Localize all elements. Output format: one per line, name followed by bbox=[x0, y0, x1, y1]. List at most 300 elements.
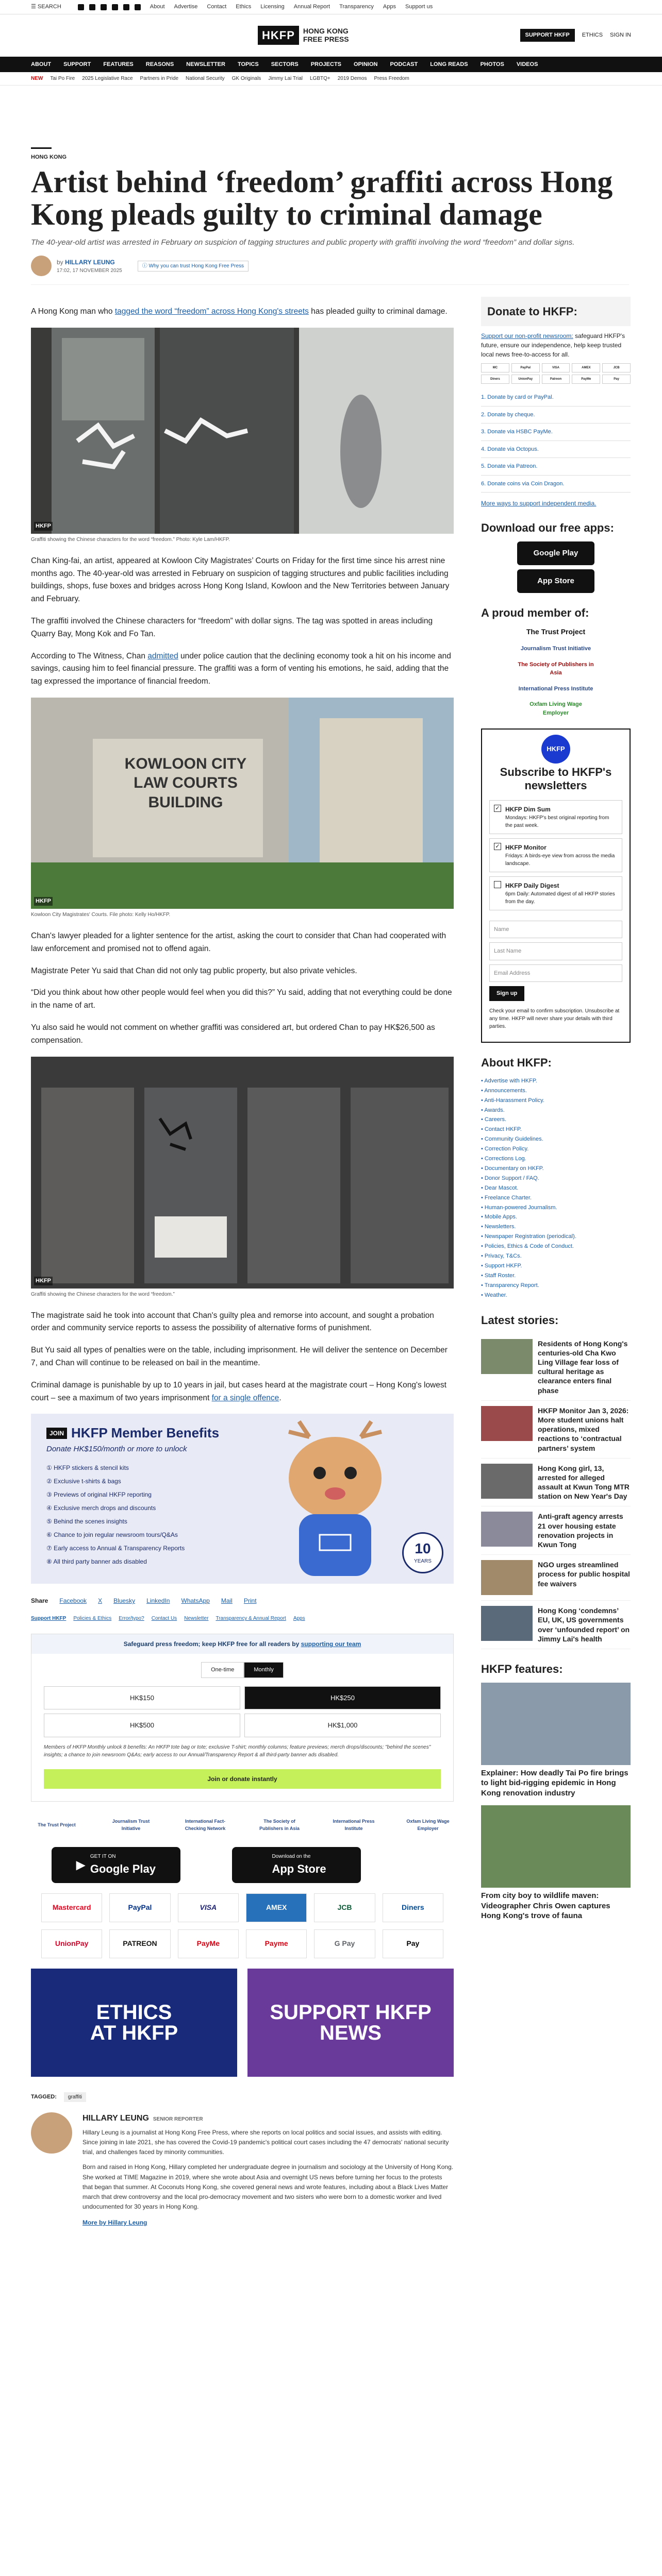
partner-logo[interactable]: Journalism Trust Initiative bbox=[112, 1819, 150, 1831]
support-button[interactable]: SUPPORT HKFP bbox=[520, 29, 575, 42]
about-link[interactable]: • Support HKFP. bbox=[481, 1263, 522, 1269]
payment-logo: AMEX bbox=[246, 1893, 307, 1922]
trend-item[interactable]: GK Originals bbox=[231, 76, 261, 81]
app-store-buttons bbox=[31, 1847, 454, 1883]
benefit-text: Previews of original HKFP reporting bbox=[54, 1491, 152, 1499]
latest-story[interactable] bbox=[481, 1459, 631, 1507]
nav-projects[interactable]: PROJECTS bbox=[310, 61, 341, 67]
feature-item[interactable] bbox=[481, 1683, 631, 1799]
author-bio: Born and raised in Hong Kong, Hillary completed her undergraduate degree in journalism and sociology at the University of Hong Kong. She worked at TIME Magazine in 2019, where she wrote about Asia and overnight US news before turning her focus to the protests that began that summer. At Coconuts Hong Kong, she covered general news and wrote features, including about a Black Lives Matter march that drew controversy and the local pro-democracy movement and two sisters who were born to a domestic worker and lived undocumented for 30 years in Hong Kong. bbox=[82, 2163, 454, 2211]
google-play-label: Google Play bbox=[90, 1862, 156, 1875]
trend-item[interactable]: Partners in Pride bbox=[140, 76, 179, 81]
share-facebook[interactable]: Facebook bbox=[59, 1597, 87, 1605]
newsletter-option[interactable] bbox=[489, 876, 622, 910]
sidebar-app-store[interactable] bbox=[517, 569, 594, 593]
top-link-transparency[interactable]: Transparency bbox=[339, 4, 374, 10]
story-thumbnail bbox=[481, 1512, 533, 1547]
byline-name bbox=[57, 258, 122, 267]
donate-head-text: Safeguard press freedom; keep HKFP free for all readers by bbox=[123, 1640, 301, 1648]
latest-story[interactable] bbox=[481, 1401, 631, 1459]
new-badge: NEW bbox=[31, 76, 43, 81]
trust-label: Why you can trust Hong Kong Free Press bbox=[148, 263, 244, 269]
benefits-list bbox=[46, 1461, 185, 1568]
latest-title: Latest stories: bbox=[481, 1313, 559, 1327]
share-bar bbox=[31, 1596, 454, 1605]
sidebar-pay-logo: AMEX bbox=[572, 363, 600, 372]
about-link[interactable]: • Human-powered Journalism. bbox=[481, 1204, 557, 1211]
author-box-heading bbox=[82, 2112, 454, 2125]
trend-item[interactable]: National Security bbox=[186, 76, 225, 81]
donate-option[interactable]: 2. Donate by cheque. bbox=[481, 406, 631, 424]
donate-options bbox=[481, 389, 631, 493]
top-link-about[interactable]: About bbox=[150, 4, 165, 10]
share-linkedin[interactable]: LinkedIn bbox=[146, 1597, 170, 1605]
donate-option[interactable]: 4. Donate via Octopus. bbox=[481, 441, 631, 459]
donate-description: Members of HKFP Monthly unlock 8 benefits: An HKFP tote bag or tote; exclusive T-shirt; monthly columns; feature previews; merch drops/discounts; "behind the scenes" insights; a chance to join newsroom Q&As; early access to our Annual/Transparency Report & all third-party banner ads disabled. bbox=[44, 1744, 431, 1758]
payment-logo: Mastercard bbox=[41, 1893, 102, 1922]
main-nav bbox=[0, 57, 662, 72]
about-link[interactable]: • Announcements. bbox=[481, 1087, 527, 1094]
support-promo-line2: NEWS bbox=[319, 2021, 382, 2044]
about-link[interactable]: • Awards. bbox=[481, 1107, 505, 1113]
checkbox-checked[interactable]: ✓ bbox=[494, 843, 501, 850]
sidebar-pay-logo: Diners bbox=[481, 375, 509, 384]
member-benefits-banner[interactable] bbox=[31, 1414, 454, 1584]
paragraph bbox=[31, 1379, 454, 1405]
author-box-name[interactable]: HILLARY LEUNG bbox=[82, 2113, 149, 2123]
sidebar-donate-desc: safeguard HKFP's future, ensure our independence, help keep trusted local news free-to-access for all. bbox=[481, 332, 625, 358]
newsletter-option-name: HKFP Dim Sum bbox=[505, 805, 551, 813]
p1-text-a: A Hong Kong man who bbox=[31, 307, 115, 316]
trend-item[interactable]: 2025 Legislative Race bbox=[82, 76, 133, 81]
story-thumbnail bbox=[481, 1464, 533, 1499]
nav-support[interactable]: SUPPORT bbox=[63, 61, 91, 67]
author-avatar[interactable] bbox=[31, 256, 52, 276]
support-promo[interactable] bbox=[247, 1969, 454, 2077]
graffiti-photo bbox=[31, 328, 454, 534]
photo-caption: Graffiti showing the Chinese characters for the word “freedom.” bbox=[31, 1291, 175, 1297]
donate-widget bbox=[31, 1634, 454, 1802]
sidebar-apps bbox=[481, 519, 631, 593]
latest-story[interactable] bbox=[481, 1555, 631, 1601]
anniversary-number: 10 bbox=[415, 1540, 431, 1557]
about-link[interactable]: • Correction Policy. bbox=[481, 1146, 529, 1153]
trust-link[interactable]: ⓘ Why you can trust Hong Kong Free Press bbox=[138, 261, 249, 272]
payment-logo: Diners bbox=[383, 1893, 443, 1922]
article-photo-court bbox=[31, 698, 454, 909]
benefit-item: ⑦ Early access to Annual & Transparency Reports bbox=[46, 1545, 185, 1552]
share-mail[interactable]: Mail bbox=[221, 1597, 233, 1605]
latest-story[interactable] bbox=[481, 1601, 631, 1649]
share-label: Share bbox=[31, 1597, 48, 1605]
about-link[interactable]: • Newspaper Registration (periodical). bbox=[481, 1233, 576, 1240]
sign-in-link[interactable]: SIGN IN bbox=[610, 32, 631, 38]
share-x[interactable]: X bbox=[98, 1597, 103, 1605]
benefit-text: All third party banner ads disabled bbox=[53, 1558, 147, 1566]
newsletter-logo bbox=[541, 735, 570, 764]
author-box-role: SENIOR REPORTER bbox=[153, 2116, 203, 2122]
story-title[interactable]: Anti-graft agency arrests 21 over housing estate renovation projects in Kwun Tong bbox=[538, 1512, 623, 1549]
inline-link[interactable]: for a single offence bbox=[211, 1393, 279, 1402]
payment-logo: PayPal bbox=[109, 1893, 170, 1922]
about-link[interactable]: • Policies, Ethics & Code of Conduct. bbox=[481, 1243, 574, 1250]
benefit-text: Early access to Annual & Transparency Reports bbox=[54, 1545, 185, 1552]
author-link[interactable]: HILLARY LEUNG bbox=[65, 258, 115, 266]
benefits-header bbox=[46, 1423, 219, 1443]
benefit-item: ③ Previews of original HKFP reporting bbox=[46, 1491, 152, 1499]
p11-text-b: . bbox=[279, 1393, 282, 1402]
partner-logo[interactable]: The Society of Publishers in Asia bbox=[259, 1819, 300, 1831]
promo-banners bbox=[31, 1969, 454, 2077]
proud-member-title: A proud member of: bbox=[481, 606, 589, 619]
tags-label: TAGGED: bbox=[31, 2094, 57, 2100]
benefit-text: Behind the scenes insights bbox=[54, 1518, 127, 1526]
payment-logo: VISA bbox=[178, 1893, 239, 1922]
newsletter-option-name: HKFP Daily Digest bbox=[505, 882, 559, 889]
benefit-text: Chance to join regular newsroom tours/Q&As bbox=[54, 1531, 178, 1539]
nav-longreads[interactable]: LONG READS bbox=[430, 61, 468, 67]
feature-title[interactable]: From city boy to wildlife maven: Videographer Chris Owen captures Hong Kong's trove of fauna bbox=[481, 1891, 610, 1921]
site-link[interactable]: Support HKFP bbox=[31, 1616, 67, 1622]
article-subtitle: The 40-year-old artist was arrested in February on suspicion of tagging structures and public property with graffiti involving the word “freedom” and dollar signs. bbox=[31, 238, 575, 247]
top-link-support[interactable]: Support us bbox=[405, 4, 433, 10]
sidebar-pay-logo: Pay bbox=[602, 375, 631, 384]
paragraph: But Yu said all types of penalties were on the table, including imprisonment. He will deliver the sentence on December 7, and Chan will continue to be released on bail in the meantime. bbox=[31, 1346, 448, 1367]
top-link-contact[interactable]: Contact bbox=[207, 4, 227, 10]
site-link[interactable]: Newsletter bbox=[184, 1616, 209, 1622]
about-link[interactable]: • Mobile Apps. bbox=[481, 1214, 517, 1221]
about-link[interactable]: • Staff Roster. bbox=[481, 1272, 516, 1279]
app-store-text bbox=[272, 1853, 326, 1877]
onetime-toggle[interactable]: One-time bbox=[201, 1662, 244, 1678]
p4-text-b: under police caution that the declining economy took a hit on his income and savings, causing him to feel financial pressure. The graffiti was a form of venting his emotions, he said, adding that the tag expressed the importance of financial freedom. bbox=[31, 651, 451, 686]
trend-item[interactable]: Tai Po Fire bbox=[50, 76, 75, 81]
member-logos bbox=[481, 626, 631, 717]
sidebar-apps-title: Download our free apps: bbox=[481, 521, 614, 534]
x-icon[interactable] bbox=[89, 4, 95, 10]
ethics-promo-line1: ETHICS bbox=[96, 2001, 172, 2024]
inline-link[interactable]: admitted bbox=[147, 651, 178, 660]
feature-item[interactable] bbox=[481, 1805, 631, 1921]
newsletter-note: Check your email to confirm subscription. Unsubscribe at any time. HKFP will never share your details with third parties. bbox=[489, 1008, 620, 1029]
checkbox-unchecked[interactable] bbox=[494, 881, 501, 888]
newsletter-option-name: HKFP Monitor bbox=[505, 843, 547, 851]
top-link-advertise[interactable]: Advertise bbox=[174, 4, 198, 10]
sidebar bbox=[481, 297, 631, 1933]
frequency-toggle bbox=[31, 1662, 453, 1678]
trend-item[interactable]: LGBTQ+ bbox=[310, 76, 330, 81]
about-link[interactable]: • Donor Support / FAQ. bbox=[481, 1175, 539, 1181]
checkbox-checked[interactable]: ✓ bbox=[494, 805, 501, 812]
feature-title[interactable]: Explainer: How deadly Tai Po fire brings to light bid-rigging epidemic in Hong Kong renovation industry bbox=[481, 1768, 628, 1798]
article-photo-boxes bbox=[31, 1057, 454, 1289]
share-whatsapp[interactable]: WhatsApp bbox=[181, 1597, 210, 1605]
inline-link[interactable]: tagged the word “freedom” across Hong Kong's streets bbox=[114, 307, 309, 316]
court-sign-text: KOWLOON CITY LAW COURTS BUILDING bbox=[124, 755, 247, 811]
sidebar-donate-title: Donate to HKFP: bbox=[481, 297, 631, 326]
article-photo-graffiti bbox=[31, 328, 454, 534]
about-link[interactable]: • Careers. bbox=[481, 1116, 507, 1123]
amount-options bbox=[31, 1686, 453, 1737]
last-name-input[interactable]: Last Name bbox=[489, 942, 622, 960]
donate-option[interactable]: 6. Donate coins via Coin Dragon. bbox=[481, 476, 631, 493]
first-name-input[interactable]: Name bbox=[489, 921, 622, 939]
sidebar-app-store-label: App Store bbox=[537, 576, 574, 585]
sidebar-pay-logo: PayMe bbox=[572, 375, 600, 384]
author-box bbox=[31, 2112, 454, 2229]
latest-story[interactable] bbox=[481, 1506, 631, 1555]
donate-option[interactable]: 3. Donate via HSBC PayMe. bbox=[481, 423, 631, 441]
story-title[interactable]: Residents of Hong Kong's centuries-old Cha Kwo Ling Village fear loss of cultural heritage as clearance enters final phase bbox=[538, 1339, 628, 1395]
site-header bbox=[0, 14, 662, 57]
byline bbox=[31, 256, 629, 285]
sidebar-google-play[interactable] bbox=[517, 541, 594, 565]
hkfp-watermark: HKFP bbox=[34, 522, 53, 531]
story-title[interactable]: Hong Kong girl, 13, arrested for alleged assault at Kwun Tong MTR station on New Year's Day bbox=[538, 1464, 630, 1501]
paragraph: The graffiti involved the Chinese characters for “freedom” with dollar signs. The tag was spotted in areas including Quarry Bay, Mong Kok and Fo Tan. bbox=[31, 616, 433, 638]
newsletter-title: Subscribe to HKFP's newsletters bbox=[500, 766, 612, 792]
sidebar-payment-logos bbox=[481, 363, 631, 384]
tag-chip[interactable]: graffiti bbox=[64, 2092, 86, 2102]
member-logo[interactable]: Journalism Trust Initiative bbox=[520, 646, 591, 652]
partner-logo[interactable]: International Fact-Checking Network bbox=[185, 1819, 226, 1831]
ethics-promo[interactable] bbox=[31, 1969, 237, 2077]
category-label[interactable]: HONG KONG bbox=[31, 154, 67, 160]
join-donate-button[interactable]: Join or donate instantly bbox=[44, 1769, 441, 1789]
newsletter-option-desc: Fridays: A birds-eye view from across the media landscape. bbox=[505, 853, 615, 867]
share-print[interactable]: Print bbox=[243, 1597, 257, 1605]
partner-logos bbox=[31, 1814, 454, 1837]
google-play-button[interactable] bbox=[52, 1847, 180, 1883]
member-logo[interactable]: Oxfam Living Wage Employer bbox=[529, 701, 582, 716]
google-play-text bbox=[90, 1853, 156, 1877]
nav-opinion[interactable]: OPINION bbox=[354, 61, 378, 67]
more-by-author-link[interactable]: More by Hillary Leung bbox=[82, 2219, 147, 2227]
paragraph: Chan's lawyer pleaded for a lighter sentence for the artist, asking the court to consider that Chan had cooperated with law enforcement and promised not to offend again. bbox=[31, 931, 446, 953]
payment-logo: Pay bbox=[383, 1929, 443, 1958]
story-thumbnail bbox=[481, 1606, 533, 1641]
newsletter-option-desc: Mondays: HKFP's best original reporting from the past week. bbox=[505, 815, 609, 828]
youtube-icon[interactable] bbox=[112, 4, 118, 10]
about-link[interactable]: • Documentary on HKFP. bbox=[481, 1165, 544, 1172]
sidebar-proud-member bbox=[481, 604, 631, 717]
category-divider bbox=[31, 147, 52, 149]
ethics-promo-line2: AT HKFP bbox=[90, 2021, 178, 2044]
deer-mascot-illustration bbox=[247, 1416, 423, 1581]
story-title[interactable]: Hong Kong ‘condemns’ EU, UK, US governments over ‘unfounded report’ on Jimmy Lai's health bbox=[538, 1606, 630, 1643]
sidebar-latest bbox=[481, 1312, 631, 1649]
paragraph: “Did you think about how other people would feel when you did this?” Yu said, adding that not everything could be done in the name of art. bbox=[31, 988, 452, 1010]
nav-podcast[interactable]: PODCAST bbox=[390, 61, 418, 67]
search-link[interactable]: ☰ SEARCH bbox=[31, 4, 61, 10]
site-link[interactable]: Apps bbox=[293, 1616, 305, 1622]
social-icons bbox=[78, 4, 141, 10]
newsletter-option-text bbox=[505, 843, 618, 868]
about-link[interactable]: • Dear Mascot. bbox=[481, 1184, 519, 1191]
site-link[interactable]: Contact Us bbox=[151, 1616, 177, 1622]
paragraph: Chan King-fai, an artist, appeared at Kowloon City Magistrates’ Courts on Friday for the first time since his arrest nine months ago. The 40-year-old was arrested in February on suspicion of tagging structures and public facilities including buildings, shops, fuse boxes and bridges across Hong Kong Island, Kowloon and the New Territories between January and February. bbox=[31, 556, 450, 604]
nav-photos[interactable]: PHOTOS bbox=[480, 61, 504, 67]
about-links bbox=[481, 1076, 631, 1300]
sidebar-donate-link[interactable]: Support our non-profit newsroom: bbox=[481, 332, 573, 340]
photo-caption: Graffiti showing the Chinese characters for the word “freedom.” Photo: Kyle Lam/HKFP. bbox=[31, 536, 230, 543]
benefit-text: HKFP stickers & stencil kits bbox=[54, 1464, 129, 1472]
by-label: by bbox=[57, 258, 63, 266]
feature-image bbox=[481, 1805, 631, 1888]
nav-newsletter[interactable]: NEWSLETTER bbox=[186, 61, 225, 67]
newsletter-option-desc: 6pm Daily: Automated digest of all HKFP stories from the day. bbox=[505, 891, 615, 905]
story-thumbnail bbox=[481, 1339, 533, 1374]
about-title: About HKFP: bbox=[481, 1056, 552, 1069]
sidebar-google-play-label: Google Play bbox=[533, 548, 578, 557]
nav-sectors[interactable]: SECTORS bbox=[271, 61, 299, 67]
about-link[interactable]: • Community Guidelines. bbox=[481, 1136, 543, 1143]
paragraph: Yu also said he would not comment on whether graffiti was considered art, but ordered Chan to pay HK$26,500 as compensation. bbox=[31, 1023, 435, 1045]
about-link[interactable]: • Advertise with HKFP. bbox=[481, 1077, 537, 1084]
amount-option[interactable]: HK$150 bbox=[44, 1686, 240, 1710]
benefit-text: Exclusive t-shirts & bags bbox=[54, 1478, 121, 1485]
top-link-licensing[interactable]: Licensing bbox=[260, 4, 285, 10]
support-promo-text bbox=[270, 2002, 431, 2043]
author-box-avatar[interactable] bbox=[31, 2112, 72, 2154]
nav-about[interactable]: ABOUT bbox=[31, 61, 52, 67]
about-link[interactable]: • Transparency Report. bbox=[481, 1282, 539, 1289]
top-bar bbox=[0, 0, 662, 14]
newsletter-option[interactable] bbox=[489, 800, 622, 834]
story-title[interactable]: NGO urges streamlined process for public hospital fee waivers bbox=[538, 1561, 630, 1588]
nav-reasons[interactable]: REASONS bbox=[145, 61, 174, 67]
sidebar-pay-logo: MC bbox=[481, 363, 509, 372]
top-link-annual[interactable]: Annual Report bbox=[293, 4, 330, 10]
benefit-text: Exclusive merch drops and discounts bbox=[54, 1504, 156, 1512]
amount-option[interactable]: HK$1,000 bbox=[244, 1714, 441, 1737]
partner-logo[interactable]: International Press Institute bbox=[333, 1819, 375, 1831]
partner-logo[interactable]: The Trust Project bbox=[38, 1822, 76, 1828]
photo-caption: Kowloon City Magistrates' Courts. File photo: Kelly Ho/HKFP. bbox=[31, 911, 171, 918]
about-link[interactable]: • Newsletters. bbox=[481, 1224, 516, 1230]
features-title: HKFP features: bbox=[481, 1662, 563, 1675]
p4-text-a: According to The Witness, Chan bbox=[31, 651, 148, 660]
sidebar-features bbox=[481, 1660, 631, 1921]
member-logo[interactable]: The Trust Project bbox=[526, 628, 586, 636]
donate-option[interactable]: 1. Donate by card or PayPal. bbox=[481, 389, 631, 406]
signup-button[interactable]: Sign up bbox=[489, 986, 524, 1001]
donate-widget-header bbox=[31, 1634, 453, 1654]
payment-logo: JCB bbox=[314, 1893, 375, 1922]
paragraph: Magistrate Peter Yu said that Chan did not only tag public property, but also private vehicles. bbox=[31, 966, 357, 975]
donate-option[interactable]: 5. Donate via Patreon. bbox=[481, 458, 631, 476]
payment-logo: PayMe bbox=[178, 1929, 239, 1958]
benefit-item: ② Exclusive t-shirts & bags bbox=[46, 1478, 121, 1485]
site-logo[interactable] bbox=[258, 26, 360, 45]
trend-item[interactable]: Press Freedom bbox=[374, 76, 409, 81]
instagram-icon[interactable] bbox=[101, 4, 107, 10]
newsletter-option-text bbox=[505, 881, 618, 906]
publish-date: 17:02, 17 NOVEMBER 2025 bbox=[57, 267, 122, 274]
boxes-photo bbox=[31, 1057, 454, 1289]
logo-text: HONG KONG FREE PRESS bbox=[303, 27, 349, 43]
support-promo-line1: SUPPORT HKFP bbox=[270, 2001, 432, 2024]
newsletter-option-text bbox=[505, 805, 618, 829]
about-link[interactable]: • Freelance Charter. bbox=[481, 1194, 532, 1201]
top-link-ethics[interactable]: Ethics bbox=[236, 4, 252, 10]
logo-mark: HKFP bbox=[258, 26, 299, 45]
benefits-title: HKFP Member Benefits bbox=[71, 1425, 220, 1441]
newsletter-option[interactable] bbox=[489, 838, 622, 872]
top-link-apps[interactable]: Apps bbox=[383, 4, 396, 10]
site-link[interactable]: Policies & Ethics bbox=[73, 1616, 112, 1622]
amount-option-selected[interactable]: HK$250 bbox=[244, 1686, 441, 1710]
sidebar-pay-logo: VISA bbox=[542, 363, 570, 372]
member-logo[interactable]: International Press Institute bbox=[518, 685, 593, 692]
about-link[interactable]: • Privacy, T&Cs. bbox=[481, 1253, 522, 1260]
app-store-button[interactable] bbox=[232, 1847, 361, 1883]
about-link[interactable]: • Weather. bbox=[481, 1292, 507, 1298]
benefit-item: ④ Exclusive merch drops and discounts bbox=[46, 1504, 156, 1512]
trending-bar bbox=[0, 72, 662, 86]
site-links bbox=[31, 1615, 454, 1622]
nav-features[interactable]: FEATURES bbox=[103, 61, 134, 67]
paragraph bbox=[31, 306, 454, 318]
sidebar-pay-logo: UnionPay bbox=[511, 375, 540, 384]
partner-logo[interactable]: Oxfam Living Wage Employer bbox=[406, 1819, 450, 1831]
sidebar-pay-logo: Patreon bbox=[542, 375, 570, 384]
anniversary-badge bbox=[402, 1532, 443, 1573]
monthly-toggle[interactable]: Monthly bbox=[244, 1662, 284, 1678]
about-link[interactable]: • Corrections Log. bbox=[481, 1156, 526, 1162]
join-badge: JOIN bbox=[46, 1428, 67, 1439]
more-ways-link[interactable]: More ways to support independent media. bbox=[481, 500, 597, 507]
telegram-icon[interactable] bbox=[123, 4, 129, 10]
share-bluesky[interactable]: Bluesky bbox=[113, 1597, 136, 1605]
site-link[interactable]: Transparency & Annual Report bbox=[216, 1616, 286, 1622]
sidebar-about bbox=[481, 1054, 631, 1300]
article-title: Artist behind ‘freedom’ graffiti across Hong Kong pleads guilty to criminal damage bbox=[31, 164, 613, 231]
ethics-link[interactable]: ETHICS bbox=[582, 32, 603, 38]
p11-text-a: Criminal damage is punishable by up to 10 years in jail, but cases heard at the magistrate court – Hong Kong's lowest court – see a maximum of two years imprisonment bbox=[31, 1380, 446, 1402]
donate-head-link[interactable]: supporting our team bbox=[301, 1640, 361, 1648]
nav-topics[interactable]: TOPICS bbox=[237, 61, 259, 67]
facebook-icon[interactable] bbox=[78, 4, 84, 10]
tag-list bbox=[31, 2092, 454, 2102]
sidebar-donate bbox=[481, 297, 631, 508]
amount-option[interactable]: HK$500 bbox=[44, 1714, 240, 1737]
site-link[interactable]: Error/typo? bbox=[119, 1616, 144, 1622]
newsletter-signup bbox=[481, 728, 631, 1043]
story-title[interactable]: HKFP Monitor Jan 3, 2026: More student unions halt operations, mixed reactions to ‘contractual partners’ system bbox=[538, 1406, 629, 1452]
email-input[interactable]: Email Address bbox=[489, 964, 622, 982]
app-store-pre: Download on the bbox=[272, 1853, 311, 1859]
app-store-label: App Store bbox=[272, 1862, 326, 1875]
member-logo[interactable]: The Society of Publishers in Asia bbox=[518, 661, 594, 676]
trend-item[interactable]: Jimmy Lai Trial bbox=[268, 76, 303, 81]
about-link[interactable]: • Contact HKFP. bbox=[481, 1126, 522, 1133]
paragraph: The magistrate said he took into account that Chan's guilty plea and remorse into account, and sought a probation order and community service reports to assess the possibility of alternative forms of punishment. bbox=[31, 1311, 434, 1333]
benefit-item: ⑥ Chance to join regular newsroom tours/Q&As bbox=[46, 1531, 178, 1539]
google-play-pre: GET IT ON bbox=[90, 1853, 116, 1859]
benefits-subtitle: Donate HK$150/month or more to unlock bbox=[46, 1445, 187, 1454]
nav-videos[interactable]: VIDEOS bbox=[516, 61, 538, 67]
about-link[interactable]: • Anti-Harassment Policy. bbox=[481, 1097, 544, 1104]
story-thumbnail bbox=[481, 1560, 533, 1595]
sidebar-donate-text bbox=[481, 331, 631, 359]
sidebar-pay-logo: PayPal bbox=[511, 363, 540, 372]
trend-item[interactable]: 2019 Demos bbox=[337, 76, 367, 81]
latest-story[interactable] bbox=[481, 1334, 631, 1401]
ethics-promo-text bbox=[90, 2002, 178, 2043]
linkedin-icon[interactable] bbox=[135, 4, 141, 10]
sidebar-pay-logo: JCB bbox=[602, 363, 631, 372]
